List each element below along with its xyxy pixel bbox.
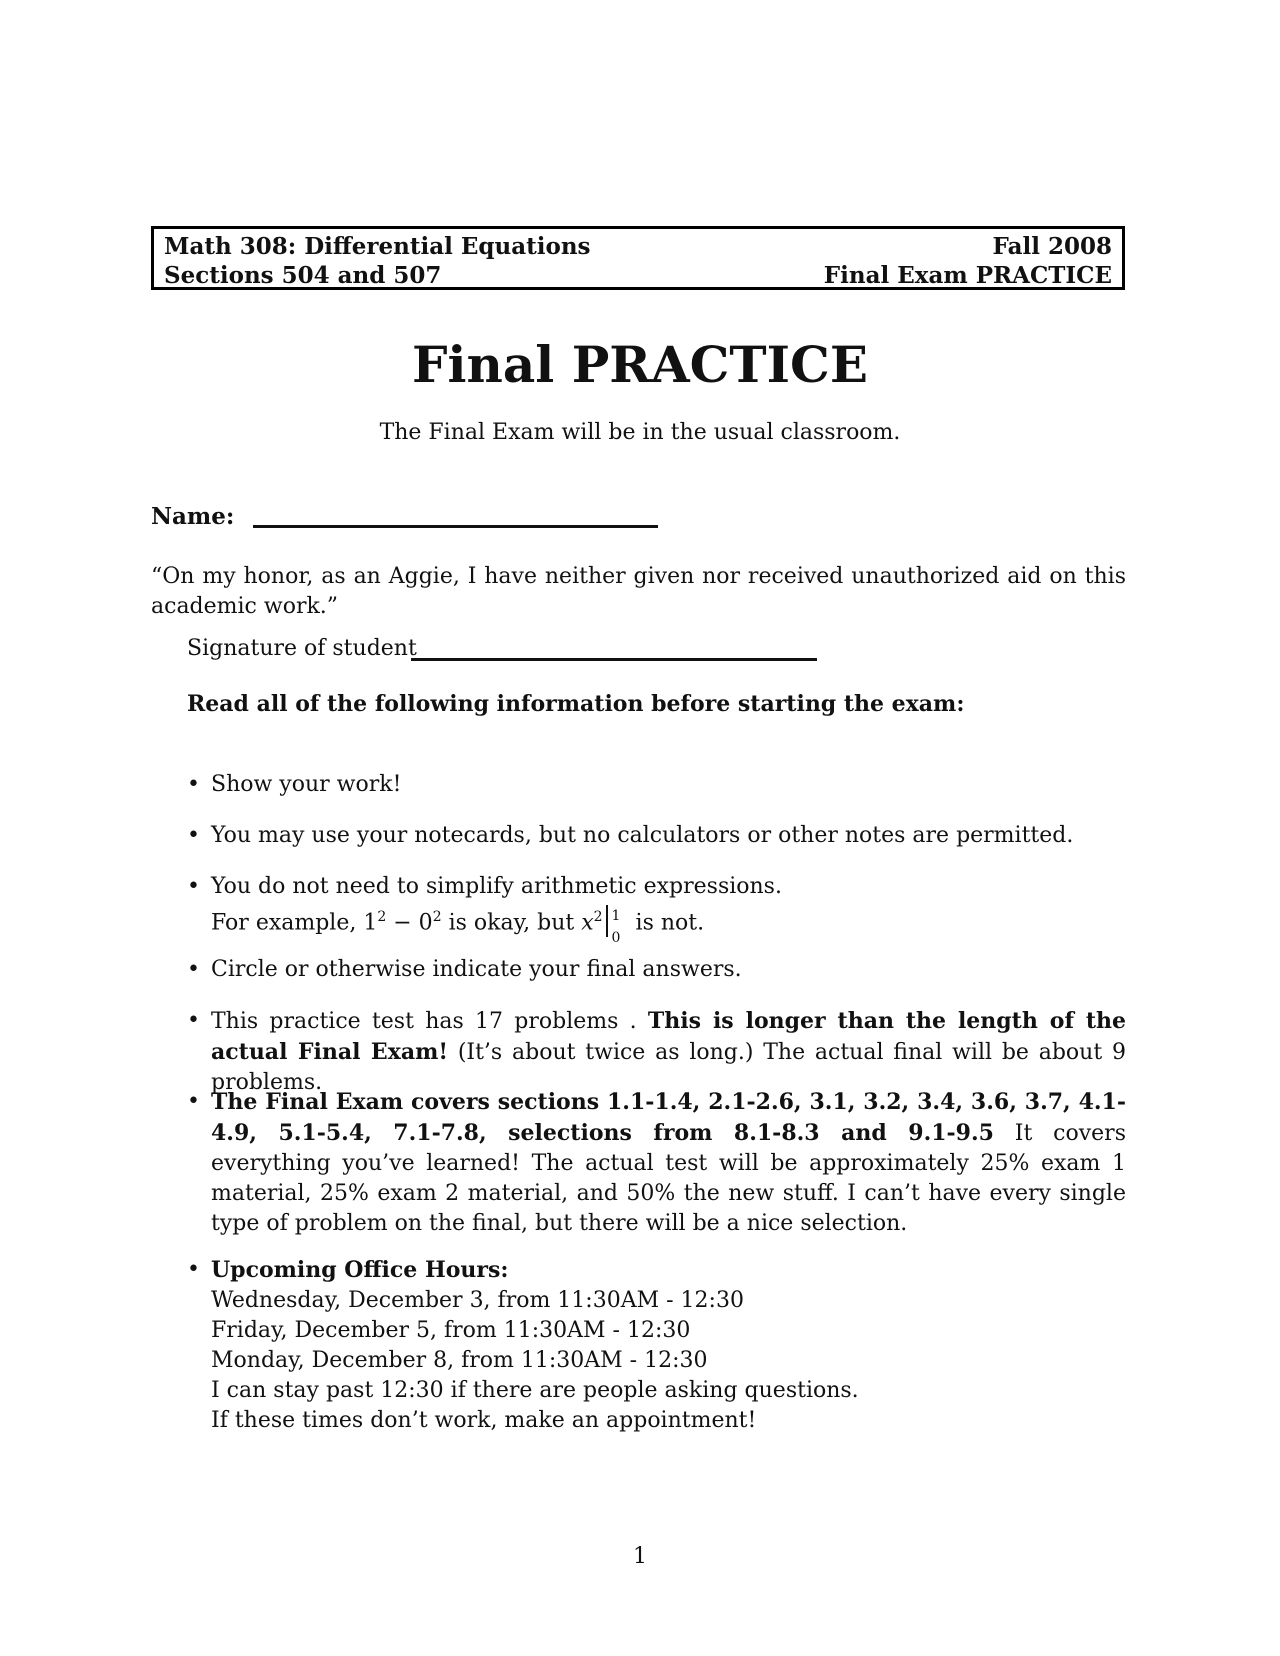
signature-line xyxy=(411,658,817,661)
name-label: Name: xyxy=(151,503,235,530)
evaluation-bar: 1 0 xyxy=(603,907,629,935)
honor-code: “On my honor, as an Aggie, I have neither given nor received unauthorized aid on this academic work.” xyxy=(151,564,1126,619)
sections: Sections 504 and 507 xyxy=(164,262,442,289)
term: Fall 2008 xyxy=(992,233,1112,260)
course-header-box xyxy=(151,226,1125,290)
list-item: • Show your work! xyxy=(187,770,1126,800)
bullet-icon: • xyxy=(187,874,200,899)
list-item: • You do not need to simplify arithmetic expressions. For example, $1^2 - 0^2$ is okay, but $x^2$ 1 0 is not. xyxy=(187,872,1126,938)
list-item: • Circle or otherwise indicate your final answers. xyxy=(187,955,1126,985)
subtitle: The Final Exam will be in the usual classroom. xyxy=(379,420,901,445)
page-title: Final PRACTICE xyxy=(412,335,868,394)
bullet-icon: • xyxy=(187,1257,200,1282)
list-item xyxy=(187,1255,1126,1436)
instructions-heading: Read all of the following information before starting the exam: xyxy=(187,691,965,717)
bullet-icon: • xyxy=(187,772,200,797)
course-title: Math 308: Differential Equations xyxy=(164,233,591,260)
name-field-line xyxy=(253,525,658,528)
list-item: • The Final Exam covers sections 1.1-1.4, 2.1-2.6, 3.1, 3.2, 3.4, 3.6, 3.7, 4.1-4.9, 5.1-5.4, 7.1-7.8, selections from 8.1-8.3 and 9.1-9.5 It covers everything you’ve learned! The actual test will be approximately 25% exam 1 material, 25% exam 2 material, and 50% the new stuff. I can’t have every single type of problem on the final, but there will be a nice selection. xyxy=(187,1089,1126,1236)
list-item: • You may use your notecards, but no calculators or other notes are permitted. xyxy=(187,821,1126,851)
bullet-icon: • xyxy=(187,957,200,982)
exam-label: Final Exam PRACTICE xyxy=(823,262,1112,289)
list-item: • This practice test has 17 problems . This is longer than the length of the actual Final Exam! (It’s about twice as long.) The actual final will be about 9 problems. xyxy=(187,1008,1126,1095)
bullet-icon: • xyxy=(187,1008,200,1033)
math-example: For example, $1^2 - 0^2$ is okay, but $x^2$ 1 0 is not. xyxy=(211,902,1126,938)
office-hours: Upcoming Office Hours: Wednesday, December 3, from 11:30AM - 12:30 Friday, December 5, from 11:30AM - 12:30 Monday, December 8, from 11:30AM - 12:30 I can stay past 12:30 if there are people asking questions. If these times don’t work, make an appointment! xyxy=(211,1257,859,1433)
bullet-icon: • xyxy=(187,823,200,848)
signature-label: Signature of student xyxy=(187,636,417,661)
page-number: 1 xyxy=(633,1544,647,1569)
bullet-icon: • xyxy=(187,1089,200,1114)
